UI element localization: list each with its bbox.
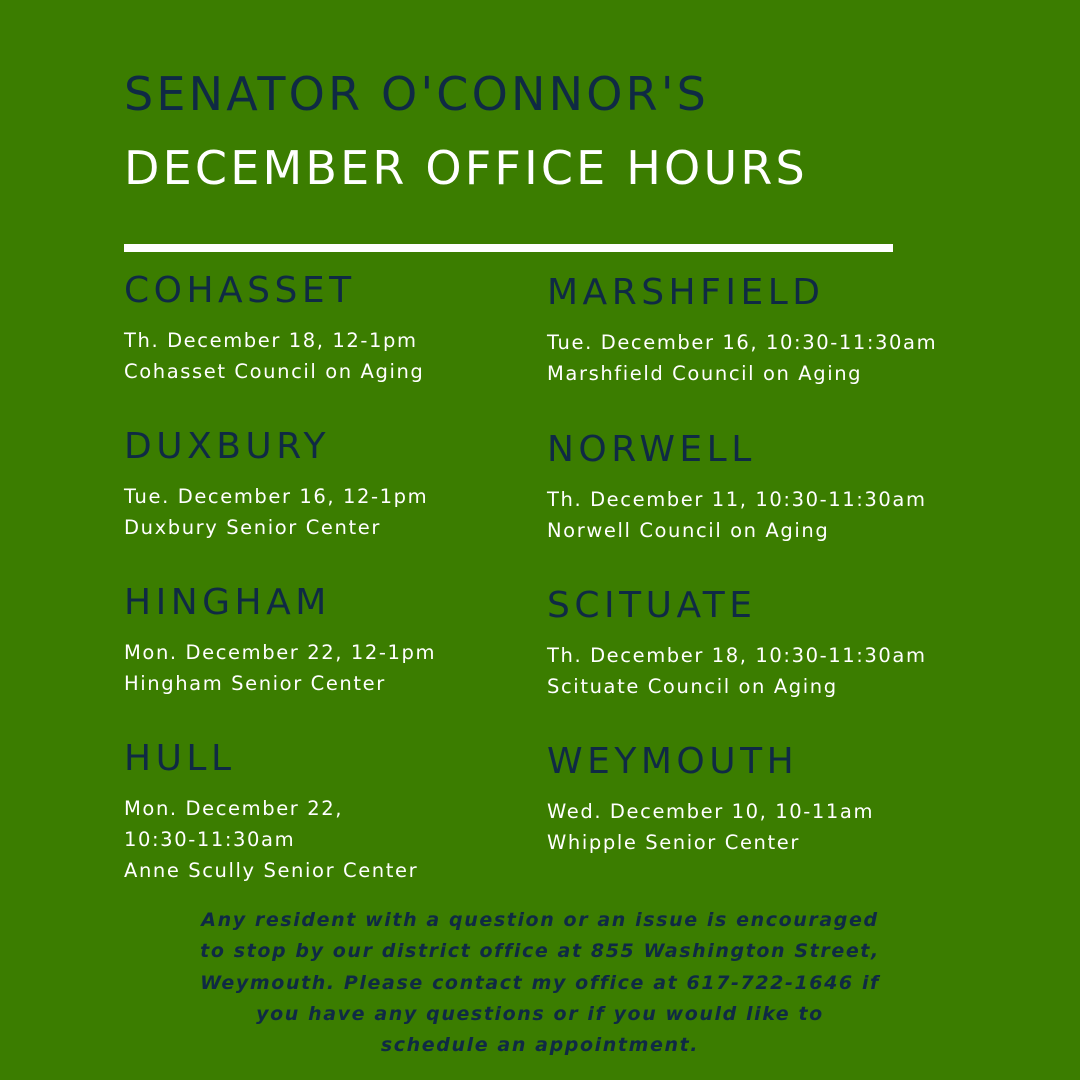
location-date: Mon. December 22, — [124, 797, 344, 820]
location-venue: Whipple Senior Center — [547, 831, 800, 854]
footer-note — [110, 905, 970, 1061]
location-name: DUXBURY — [124, 426, 330, 467]
location-venue: Hingham Senior Center — [124, 672, 386, 695]
footer-line: Weymouth. Please contact my office at 617-722-1646 if — [200, 971, 880, 994]
location-venue: Marshfield Council on Aging — [547, 362, 863, 385]
location-date: Th. December 18, 10:30-11:30am — [547, 644, 927, 667]
footer-line: Any resident with a question or an issue is encouraged — [201, 909, 879, 931]
footer-line: you have any questions or if you would like to — [256, 1002, 824, 1025]
location-details — [547, 327, 967, 389]
location-weymouth — [547, 741, 967, 858]
location-name: NORWELL — [547, 429, 756, 470]
location-venue: Duxbury Senior Center — [124, 516, 381, 539]
footer-line: to stop by our district office at 855 Washington Street, — [200, 940, 880, 963]
location-venue: Anne Scully Senior Center — [124, 859, 419, 882]
location-name: HINGHAM — [124, 582, 331, 623]
location-time: 10:30-11:30am — [124, 828, 296, 851]
location-details — [124, 325, 544, 387]
location-marshfield — [547, 272, 967, 389]
location-name: SCITUATE — [547, 585, 757, 626]
footer-line: schedule an appointment. — [380, 1034, 700, 1057]
title-divider — [124, 244, 893, 252]
location-venue: Norwell Council on Aging — [547, 519, 830, 542]
location-scituate — [547, 585, 967, 702]
location-details — [124, 793, 544, 886]
location-date: Th. December 18, 12-1pm — [124, 329, 418, 352]
location-details — [547, 484, 967, 546]
location-details — [547, 796, 967, 858]
title-line-office-hours: DECEMBER OFFICE HOURS — [124, 141, 808, 195]
location-hull — [124, 738, 544, 886]
title-line-senator: SENATOR O'CONNOR'S — [124, 67, 710, 121]
location-duxbury — [124, 426, 544, 543]
location-venue: Cohasset Council on Aging — [124, 360, 425, 383]
location-name: COHASSET — [124, 270, 356, 311]
location-venue: Scituate Council on Aging — [547, 675, 838, 698]
location-details — [547, 640, 967, 702]
location-details — [124, 637, 544, 699]
location-date: Th. December 11, 10:30-11:30am — [547, 488, 927, 511]
location-norwell — [547, 429, 967, 546]
location-hingham — [124, 582, 544, 699]
location-name: WEYMOUTH — [547, 741, 799, 782]
location-cohasset — [124, 270, 544, 387]
location-details — [124, 481, 544, 543]
location-date: Wed. December 10, 10-11am — [547, 800, 875, 823]
location-date: Tue. December 16, 12-1pm — [124, 485, 429, 508]
location-date: Mon. December 22, 12-1pm — [124, 641, 437, 664]
location-name: HULL — [124, 738, 236, 779]
location-date: Tue. December 16, 10:30-11:30am — [547, 331, 938, 354]
location-name: MARSHFIELD — [547, 272, 825, 313]
